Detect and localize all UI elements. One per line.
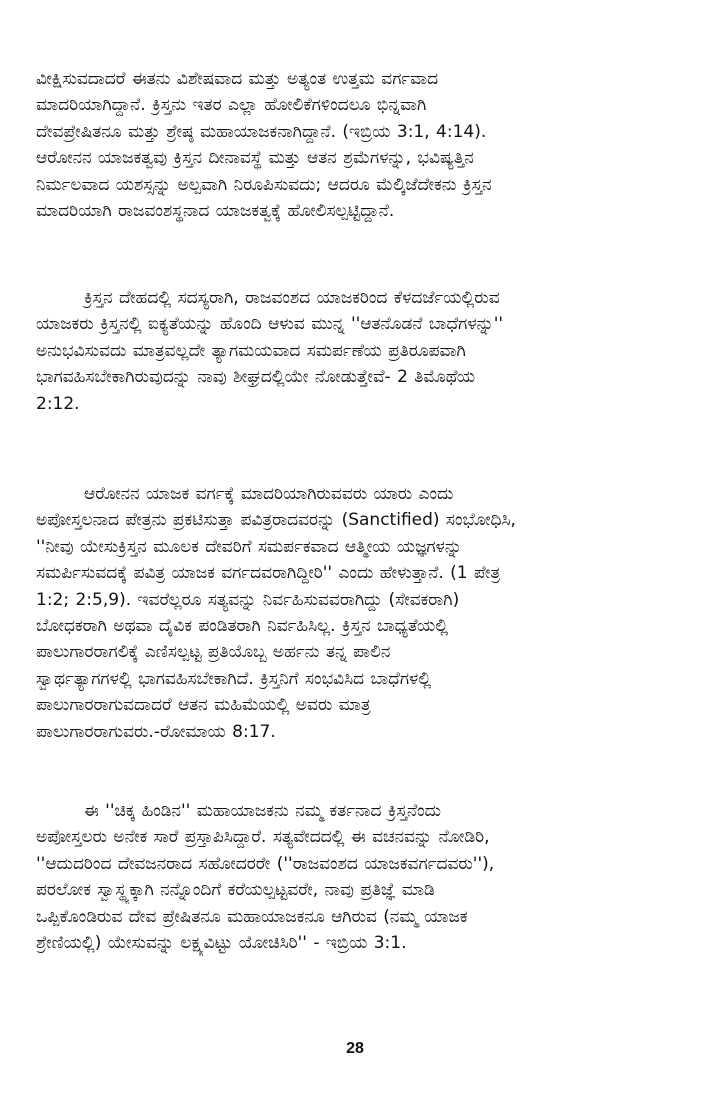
text-line: ಮಾದರಿಯಾಗಿದ್ದಾನೆ. ಕ್ರಿಸ್ತನು ಇತರ ಎಲ್ಲಾ ಹೋಲಿಕೆಗಳಿಂದಲೂ ಭಿನ್ನವಾಗಿ (36, 95, 427, 116)
paragraph-3 (36, 481, 672, 745)
text-line: ಕ್ರಿಸ್ತನ ದೇಹದಲ್ಲಿ ಸದಸ್ಯರಾಗಿ, ರಾಜವಂಶದ ಯಾಜಕರಿಂದ ಕೆಳದರ್ಜೆಯಲ್ಲಿರುವ (84, 288, 500, 308)
text-line: ಪಾಲುಗಾರರಾಗುವದಾದರೆ ಆತನ ಮಹಿಮೆಯಲ್ಲಿ ಅವರು ಮಾತ್ರ (36, 695, 371, 716)
text-line: ಪಾಲುಗಾರರಾಗುವರು.-ರೋಮಾಯ 8:17. (36, 721, 276, 742)
text-line: ಈ ''ಚಿಕ್ಕ ಹಿಂಡಿನ'' ಮಹಾಯಾಜಕನು ನಮ್ಮ ಕರ್ತನಾದ ಕ್ರಿಸ್ತನೆಂದು (84, 801, 442, 821)
paragraph-2 (36, 285, 672, 417)
page-number: 28 (346, 1040, 364, 1057)
text-line: ಮಾದರಿಯಾಗಿ ರಾಜವಂಶಸ್ಥನಾದ ಯಾಜಕತ್ವಕ್ಕೆ ಹೋಲಿಸಲ್ಪಟ್ಟಿದ್ದಾನೆ. (36, 201, 395, 222)
text-line: ಅನುಭವಿಸುವದು ಮಾತ್ರವಲ್ಲದೇ ತ್ಯಾಗಮಯವಾದ ಸಮರ್ಪಣೆಯ ಪ್ರತಿರೂಪವಾಗಿ (36, 340, 466, 361)
text-line: ಪರಲೋಕ ಸ್ವಾಸ್ಥ್ಯಕ್ಕಾಗಿ ನನ್ನೊಂದಿಗೆ ಕರೆಯಲ್ಪಟ್ಟವರೇ, ನಾವು ಪ್ರತಿಜ್ಞೆ ಮಾಡಿ (36, 880, 435, 901)
text-line: 1:2; 2:5,9). ಇವರೆಲ್ಲರೂ ಸತ್ಯವನ್ನು ನಿರ್ವಹಿಸುವವರಾಗಿದ್ದು (ಸೇವಕರಾಗಿ) (36, 589, 460, 610)
text-line: ವೀಕ್ಷಿಸುವದಾದರೆ ಈತನು ವಿಶೇಷವಾದ ಮತ್ತು ಅತ್ಯಂತ ಉತ್ತಮ ವರ್ಗವಾದ (36, 69, 439, 89)
text-line: ಬೋಧಕರಾಗಿ ಅಥವಾ ದೈವಿಕ ಪಂಡಿತರಾಗಿ ನಿರ್ವಹಿಸಿಲ್ಲ. ಕ್ರಿಸ್ತನ ಬಾಧ್ಯತೆಯಲ್ಲಿ (36, 616, 449, 637)
text-line: ಸ್ವಾರ್ಥತ್ಯಾಗಗಳಲ್ಲಿ ಭಾಗವಹಿಸಬೇಕಾಗಿದೆ. ಕ್ರಿಸ್ತನಿಗೆ ಸಂಭವಿಸಿದ ಬಾಧೆಗಳಲ್ಲಿ (36, 668, 432, 689)
text-line: ಭಾಗವಹಿಸಬೇಕಾಗಿರುವುದನ್ನು ನಾವು ಶೀಘ್ರದಲ್ಲಿಯೇ ನೋಡುತ್ತೇವೆ- 2 ತಿಮೊಥೆಯ (36, 367, 476, 388)
text-line: ಪಾಲುಗಾರರಾಗಲಿಕ್ಕೆ ಎಣಿಸಲ್ಪಟ್ಟ ಪ್ರತಿಯೊಬ್ಬ ಅರ್ಹನು ತನ್ನ ಪಾಲಿನ (36, 642, 391, 663)
text-line: ದೇವಪ್ರೇಷಿತನೂ ಮತ್ತು ಶ್ರೇಷ್ಠ ಮಹಾಯಾಜಕನಾಗಿದ್ದಾನೆ. (ಇಬ್ರಿಯ 3:1, 4:14). (36, 121, 487, 142)
text-line: ''ಆದುದರಿಂದ ದೇವಜನರಾದ ಸಹೋದರರೇ (''ರಾಜವಂಶದ ಯಾಜಕವರ್ಗದವರು''), (36, 853, 495, 874)
paragraph-4 (36, 798, 672, 956)
text-line: ಶ್ರೇಣಿಯಲ್ಲಿ) ಯೇಸುವನ್ನು ಲಕ್ಷ್ಯವಿಟ್ಟು ಯೋಚಿಸಿರಿ'' - ಇಬ್ರಿಯ 3:1. (36, 933, 407, 954)
text-line: ಯಾಜಕರು ಕ್ರಿಸ್ತನಲ್ಲಿ ಐಕ್ಯತೆಯನ್ನು ಹೊಂದಿ ಆಳುವ ಮುನ್ನ ''ಆತನೊಡನೆ ಬಾಧೆಗಳನ್ನು'' (36, 314, 504, 335)
text-line: ಆರೋನನ ಯಾಜಕ ವರ್ಗಕ್ಕೆ ಮಾದರಿಯಾಗಿರುವವರು ಯಾರು ಎಂದು (84, 484, 454, 504)
text-line: ಅಪೋಸ್ತಲರು ಅನೇಕ ಸಾರೆ ಪ್ರಸ್ತಾಪಿಸಿದ್ದಾರೆ. ಸತ್ಯವೇದದಲ್ಲಿ ಈ ವಚನವನ್ನು ನೋಡಿರಿ, (36, 827, 490, 848)
text-line: ಆರೋನನ ಯಾಜಕತ್ವವು ಕ್ರಿಸ್ತನ ದೀನಾವಸ್ಥೆ ಮತ್ತು ಆತನ ಶ್ರಮೆಗಳನ್ನು, ಭವಿಷ್ಯತ್ತಿನ (36, 148, 474, 169)
text-line: ಸಮರ್ಪಿಸುವದಕ್ಕೆ ಪವಿತ್ರ ಯಾಜಕ ವರ್ಗದವರಾಗಿದ್ದೀರಿ'' ಎಂದು ಹೇಳುತ್ತಾನೆ. (1 ಪೇತ್ರ (36, 563, 501, 584)
text-line: ನಿರ್ಮಲವಾದ ಯಶಸ್ಸನ್ನು ಅಲ್ಪವಾಗಿ ನಿರೂಪಿಸುವದು; ಆದರೂ ಮೆಲ್ಕಿಜೆದೇಕನು ಕ್ರಿಸ್ತನ (36, 174, 492, 195)
text-line: ಒಪ್ಪಿಕೊಂಡಿರುವ ದೇವ ಪ್ರೇಷಿತನೂ ಮಹಾಯಾಜಕನೂ ಆಗಿರುವ (ನಮ್ಮ ಯಾಜಕ (36, 906, 468, 927)
text-line: 2:12. (36, 393, 80, 414)
text-line: ಅಪೋಸ್ತಲನಾದ ಪೇತ್ರನು ಪ್ರಕಟಿಸುತ್ತಾ ಪವಿತ್ರರಾದವರನ್ನು (Sanctified) ಸಂಭೋಧಿಸಿ, (36, 510, 516, 531)
text-line: ''ನೀವು ಯೇಸುಕ್ರಿಸ್ತನ ಮೂಲಕ ದೇವರಿಗೆ ಸಮರ್ಪಕವಾದ ಆತ್ಮೀಯ ಯಜ್ಞಗಳನ್ನು (36, 536, 462, 557)
paragraph-1 (36, 66, 672, 224)
